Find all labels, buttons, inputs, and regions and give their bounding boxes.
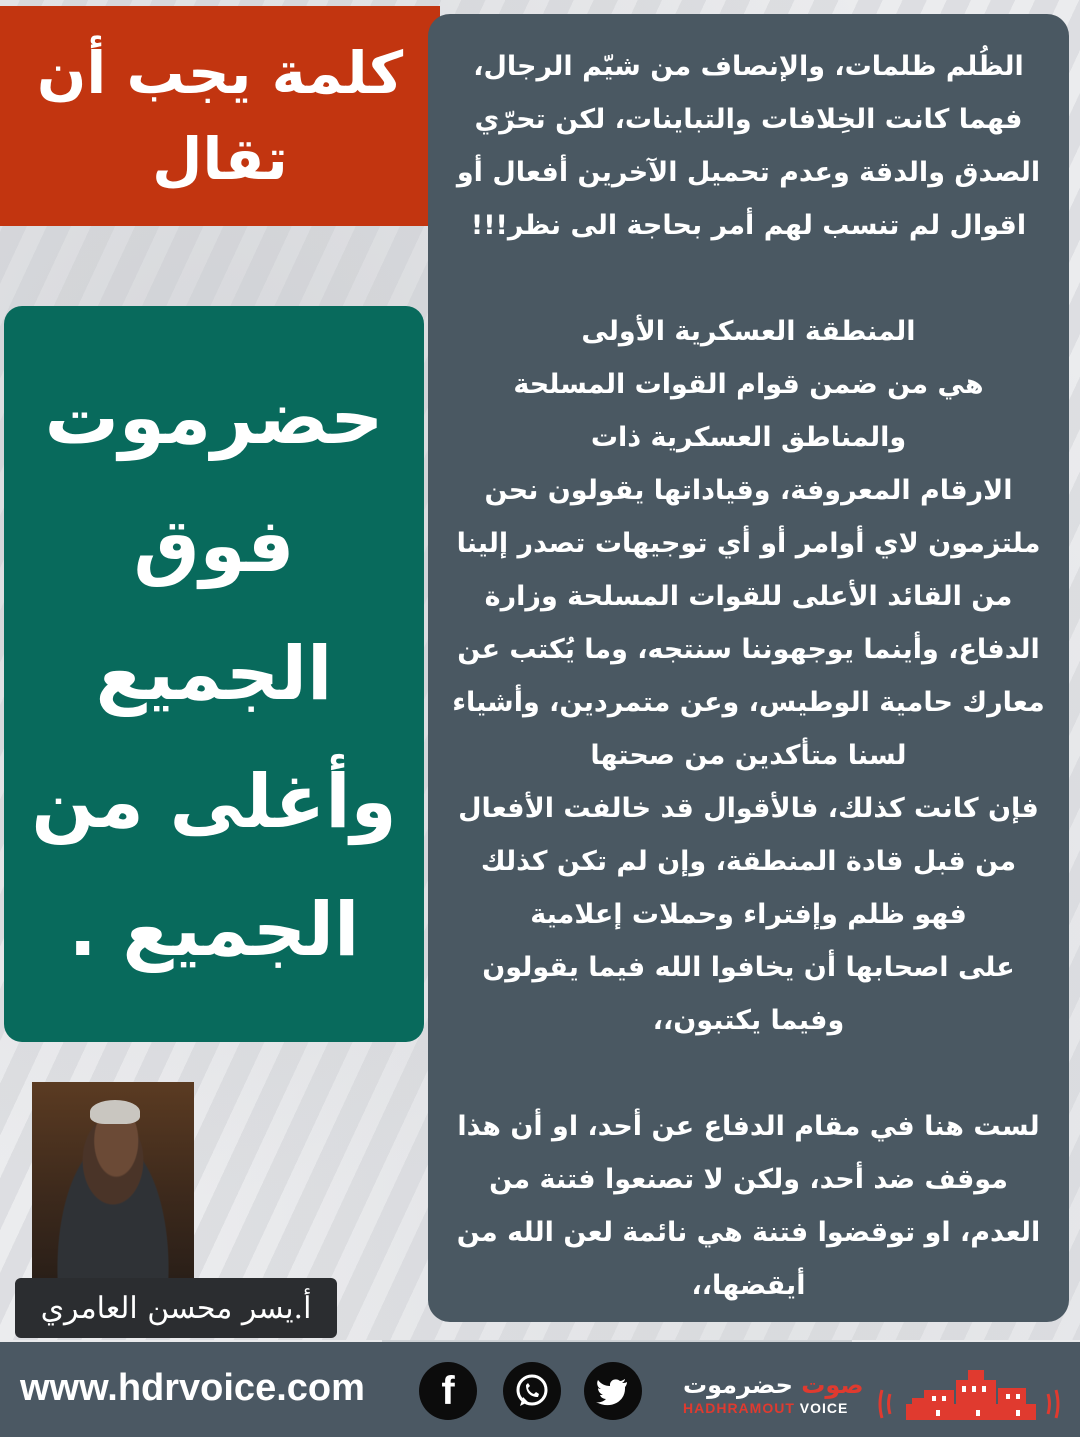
whatsapp-glyph bbox=[512, 1371, 552, 1411]
article-paragraph-3: لست هنا في مقام الدفاع عن أحد، او أن هذا موقف ضد أحد، ولكن لا تصنعوا فتنة من العدم، او توقضوا فتنة هي نائمة لعن الله من أيقضها،، bbox=[456, 1111, 1041, 1301]
headline-text: كلمة يجب أن تقال bbox=[36, 39, 404, 193]
facebook-glyph: f bbox=[441, 1368, 455, 1413]
brand-english bbox=[683, 1400, 873, 1416]
twitter-glyph bbox=[593, 1371, 633, 1411]
brand-english-part1: HADHRAMOUT bbox=[683, 1400, 795, 1416]
article-panel bbox=[428, 14, 1069, 1322]
slogan-text: حضرموت فوق الجميع وأغلى من الجميع . bbox=[31, 375, 397, 973]
website-link[interactable]: www.hdrvoice.com bbox=[20, 1367, 365, 1409]
footer-bar bbox=[0, 1342, 1080, 1437]
paragraph-spacer bbox=[442, 1047, 1055, 1100]
author-name-tag bbox=[15, 1278, 337, 1338]
article-paragraph-1: الظُلم ظلمات، والإنصاف من شيّم الرجال، فهما كانت الخِلافات والتباينات، لكن تحرّي الصدق والدقة وعدم تحميل الآخرين أفعال أو اقوال لم تنسب لهم أمر بحاجة الى نظر!!! bbox=[456, 51, 1041, 241]
slogan-panel bbox=[4, 306, 424, 1042]
author-name: أ.يسر محسن العامري bbox=[40, 1290, 312, 1326]
paragraph-spacer bbox=[442, 252, 1055, 305]
twitter-icon[interactable] bbox=[584, 1362, 642, 1420]
brand-arabic bbox=[683, 1370, 873, 1400]
author-photo bbox=[32, 1082, 194, 1278]
author-photo-detail bbox=[90, 1100, 140, 1124]
brand-english-part2: VOICE bbox=[799, 1400, 849, 1416]
facebook-icon[interactable] bbox=[419, 1362, 477, 1420]
whatsapp-icon[interactable] bbox=[503, 1362, 561, 1420]
article-paragraph-2: المنطقة العسكرية الأولى هي من ضمن قوام القوات المسلحة والمناطق العسكرية ذات الارقام المعروفة، وقياداتها يقولون نحن ملتزمون لاي أوامر أو أي توجيهات تصدر إلينا من القائد الأعلى للقوات المسلحة وزارة الدفاع، وأينما يوجهوننا سنتجه، وما يُكتب عن معارك حامية الوطيس، وعن متمردين، وأشياء لسنا متأكدين من صحتها فإن كانت كذلك، فالأقوال قد خالفت الأفعال من قبل قادة المنطقة، وإن لم تكن كذلك فهو ظلم وإفتراء وحملات إعلامية على اصحابها أن يخافوا الله فيما يقولون وفيما يكتبون،، bbox=[452, 316, 1045, 1036]
headline-banner bbox=[0, 6, 440, 226]
brand-arabic-part2: حضرموت bbox=[683, 1371, 793, 1399]
brand-arabic-part1: صوت bbox=[801, 1371, 864, 1399]
brand-wordmark bbox=[683, 1370, 873, 1416]
hadhramout-voice-logo bbox=[876, 1360, 1062, 1424]
